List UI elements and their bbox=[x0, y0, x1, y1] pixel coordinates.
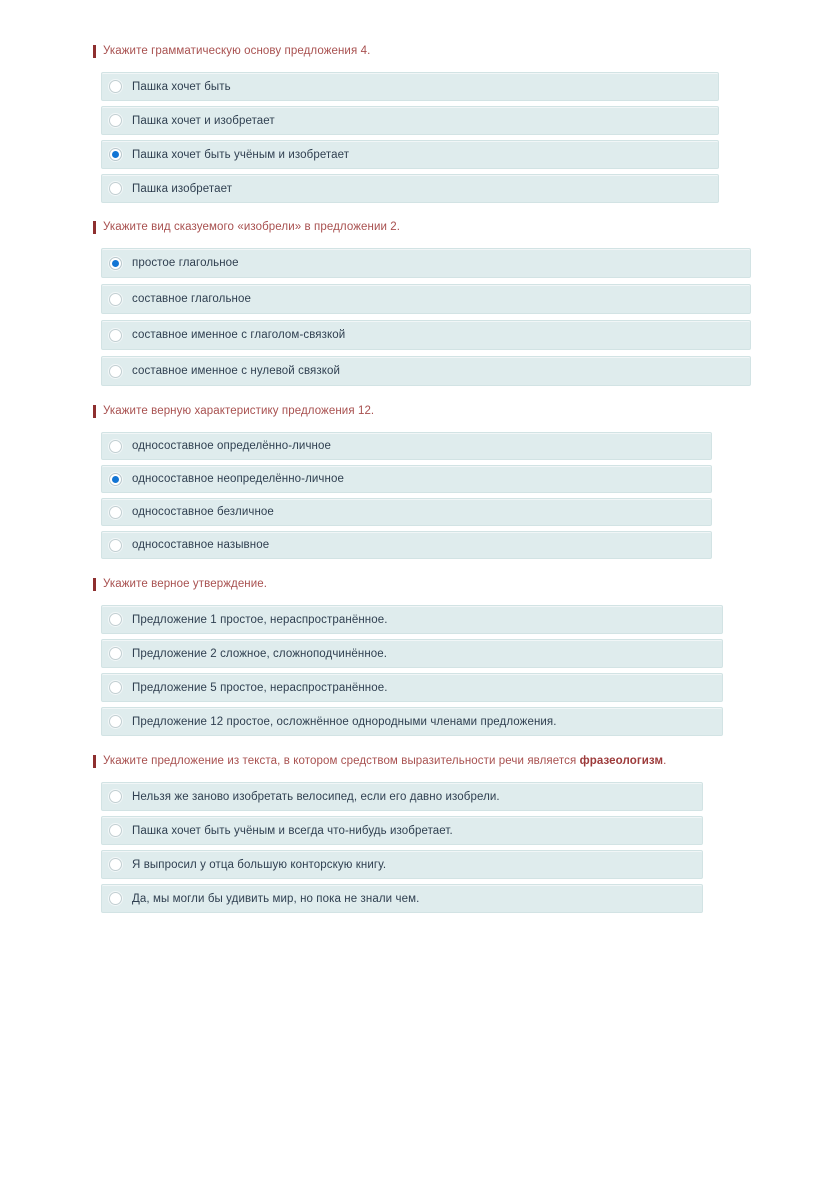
question-text-1: Укажите грамматическую основу предложения 4. bbox=[103, 45, 371, 57]
option-label: односоставное определённо-личное bbox=[132, 440, 331, 452]
question-heading-4 bbox=[93, 577, 820, 592]
radio-icon[interactable] bbox=[109, 80, 122, 93]
option-label: составное именное с нулевой связкой bbox=[132, 365, 341, 377]
option-label: Предложение 5 простое, нераспространённое. bbox=[132, 681, 388, 694]
option-row[interactable] bbox=[101, 174, 719, 203]
question-heading-1 bbox=[93, 44, 820, 59]
option-label: простое глагольное bbox=[132, 257, 239, 269]
option-label: Пашка хочет быть bbox=[132, 80, 231, 93]
radio-icon[interactable] bbox=[109, 858, 122, 871]
red-vertical-bar-icon bbox=[93, 45, 96, 58]
option-row[interactable] bbox=[101, 605, 723, 634]
option-label: односоставное назывное bbox=[132, 539, 270, 551]
question-block-5 bbox=[0, 754, 820, 913]
option-label: Да, мы могли бы удивить мир, но пока не знали чем. bbox=[132, 892, 420, 905]
question-text-5-strong: фразеологизм bbox=[579, 755, 664, 767]
radio-icon[interactable] bbox=[109, 715, 122, 728]
option-row[interactable] bbox=[101, 140, 719, 169]
option-label: Пашка хочет быть учёным и изобретает bbox=[132, 148, 350, 161]
radio-icon[interactable] bbox=[109, 506, 122, 519]
option-row[interactable] bbox=[101, 248, 751, 278]
option-label: Пашка изобретает bbox=[132, 182, 233, 195]
radio-icon[interactable] bbox=[109, 293, 122, 306]
option-label: Предложение 2 сложное, сложноподчинённое. bbox=[132, 647, 388, 660]
question-block-1 bbox=[0, 44, 820, 203]
question-text-4: Укажите верное утверждение. bbox=[103, 578, 268, 590]
radio-icon[interactable] bbox=[109, 790, 122, 803]
option-label: Пашка хочет и изобретает bbox=[132, 114, 275, 127]
option-label: составное именное с глаголом-связкой bbox=[132, 329, 346, 341]
option-row[interactable] bbox=[101, 498, 712, 526]
option-row[interactable] bbox=[101, 782, 703, 811]
radio-icon[interactable] bbox=[109, 892, 122, 905]
radio-icon[interactable] bbox=[109, 824, 122, 837]
option-label: Нельзя же заново изобретать велосипед, если его давно изобрели. bbox=[132, 790, 500, 803]
option-label: составное глагольное bbox=[132, 293, 251, 305]
radio-icon[interactable] bbox=[109, 613, 122, 626]
option-row[interactable] bbox=[101, 465, 712, 493]
option-row[interactable] bbox=[101, 72, 719, 101]
radio-icon[interactable] bbox=[109, 539, 122, 552]
option-row[interactable] bbox=[101, 884, 703, 913]
option-row[interactable] bbox=[101, 531, 712, 559]
question-heading-2 bbox=[93, 220, 820, 235]
question-text-5-before: Укажите предложение из текста, в котором средством выразительности речи является bbox=[103, 755, 580, 767]
options-group-2 bbox=[101, 248, 751, 386]
option-row[interactable] bbox=[101, 816, 703, 845]
question-text-2: Укажите вид сказуемого «изобрели» в предложении 2. bbox=[103, 221, 401, 233]
option-row[interactable] bbox=[101, 850, 703, 879]
option-row[interactable] bbox=[101, 106, 719, 135]
radio-icon[interactable] bbox=[109, 329, 122, 342]
option-row[interactable] bbox=[101, 356, 751, 386]
radio-icon[interactable] bbox=[109, 182, 122, 195]
option-row[interactable] bbox=[101, 707, 723, 736]
red-vertical-bar-icon bbox=[93, 221, 96, 234]
option-row[interactable] bbox=[101, 639, 723, 668]
options-group-3 bbox=[101, 432, 712, 559]
radio-icon[interactable] bbox=[109, 681, 122, 694]
radio-icon[interactable] bbox=[109, 647, 122, 660]
radio-icon[interactable] bbox=[109, 114, 122, 127]
radio-icon-selected[interactable] bbox=[109, 473, 122, 486]
question-block-2 bbox=[0, 220, 820, 386]
question-text-3: Укажите верную характеристику предложения 12. bbox=[103, 405, 375, 417]
options-group-5 bbox=[101, 782, 703, 913]
options-group-1 bbox=[101, 72, 719, 203]
radio-icon-selected[interactable] bbox=[109, 257, 122, 270]
question-heading-5 bbox=[93, 754, 820, 769]
red-vertical-bar-icon bbox=[93, 755, 96, 768]
option-label: Предложение 1 простое, нераспространённое. bbox=[132, 613, 388, 626]
question-text-5-after: . bbox=[663, 755, 667, 767]
option-row[interactable] bbox=[101, 673, 723, 702]
option-label: Пашка хочет быть учёным и всегда что-нибудь изобретает. bbox=[132, 824, 453, 837]
red-vertical-bar-icon bbox=[93, 578, 96, 591]
option-label: Я выпросил у отца большую конторскую книгу. bbox=[132, 858, 387, 871]
option-row[interactable] bbox=[101, 320, 751, 350]
option-row[interactable] bbox=[101, 284, 751, 314]
radio-icon[interactable] bbox=[109, 440, 122, 453]
option-label: односоставное неопределённо-личное bbox=[132, 473, 344, 485]
red-vertical-bar-icon bbox=[93, 405, 96, 418]
question-block-4 bbox=[0, 577, 820, 736]
question-block-3 bbox=[0, 404, 820, 559]
options-group-4 bbox=[101, 605, 723, 736]
option-row[interactable] bbox=[101, 432, 712, 460]
radio-icon-selected[interactable] bbox=[109, 148, 122, 161]
question-heading-3 bbox=[93, 404, 820, 419]
option-label: односоставное безличное bbox=[132, 506, 274, 518]
option-label: Предложение 12 простое, осложнённое однородными членами предложения. bbox=[132, 715, 557, 728]
radio-icon[interactable] bbox=[109, 365, 122, 378]
